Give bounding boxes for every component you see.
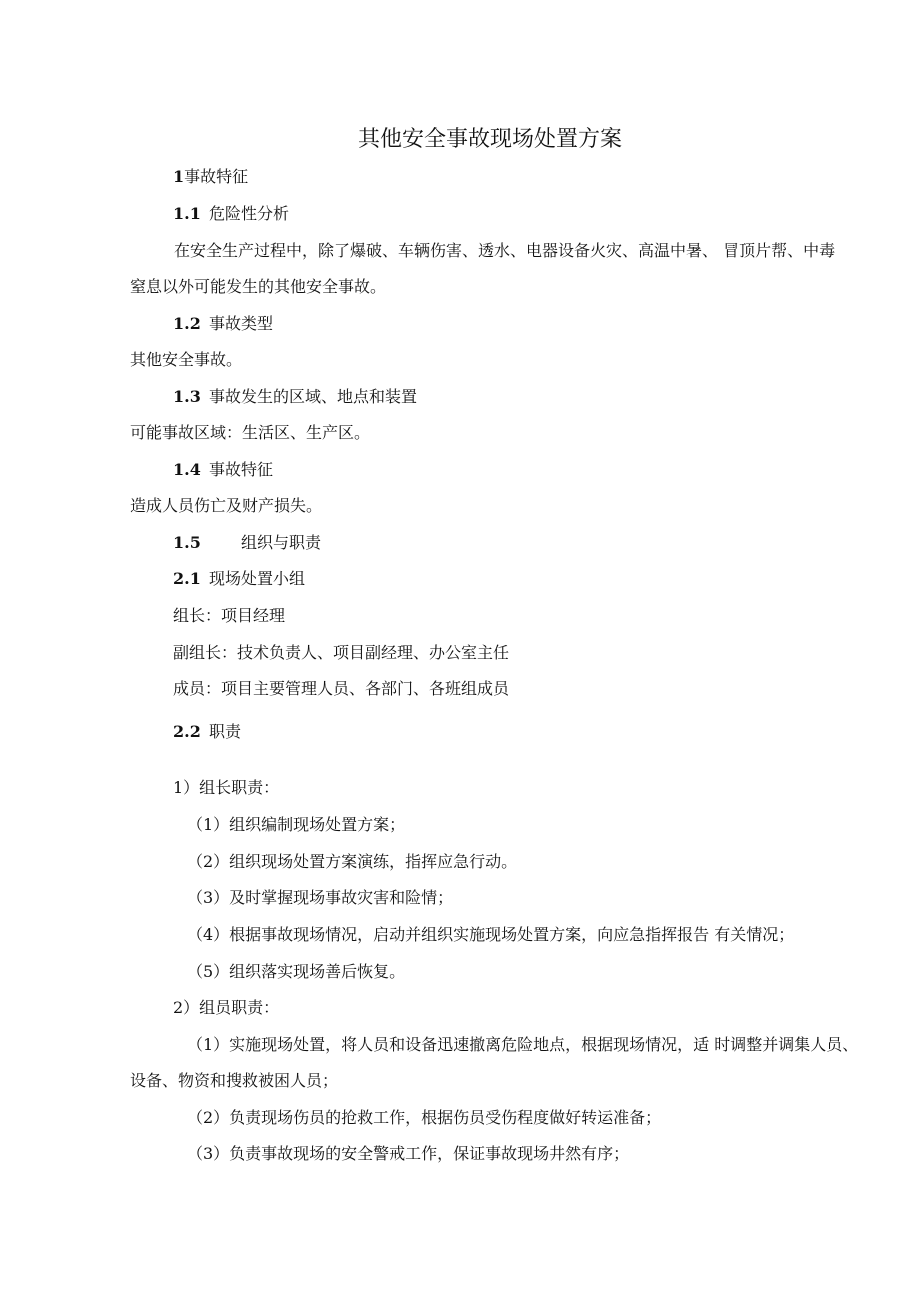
paragraph-line: 2）组员职责： <box>173 998 280 1017</box>
heading-number: 1.5 <box>173 533 201 552</box>
heading-1-5 <box>173 533 321 553</box>
heading-number: 1.2 <box>173 314 201 333</box>
heading-1-4 <box>173 460 273 480</box>
heading-1-2 <box>173 314 273 334</box>
paragraph-line: 造成人员伤亡及财产损失。 <box>130 496 323 515</box>
heading-text: 事故发生的区域、地点和装置 <box>209 387 418 406</box>
paragraph-line: （5）组织落实现场善后恢复。 <box>187 962 406 981</box>
heading-1-3 <box>173 387 417 407</box>
heading-number: 1.1 <box>173 204 201 223</box>
paragraph-line: 可能事故区域：生活区、生产区。 <box>130 423 371 442</box>
heading-text: 职责 <box>209 722 242 741</box>
paragraph-line: （4）根据事故现场情况，启动并组织实施现场处置方案，向应急指挥报告 有关情况； <box>187 925 795 944</box>
paragraph-line: （2）组织现场处置方案演练，指挥应急行动。 <box>187 852 518 871</box>
heading-number: 2.2 <box>173 722 201 741</box>
paragraph-line: （1）组织编制现场处置方案； <box>187 815 406 834</box>
heading-text: 危险性分析 <box>209 204 290 223</box>
paragraph-line: （1）实施现场处置，将人员和设备迅速撤离危险地点，根据现场情况，适 时调整并调集人员、 <box>187 1035 859 1054</box>
paragraph-line: 设备、物资和搜救被困人员； <box>130 1071 339 1090</box>
heading-text: 事故类型 <box>209 314 274 333</box>
paragraph-line: （3）负责事故现场的安全警戒工作，保证事故现场井然有序； <box>187 1144 630 1163</box>
heading-1 <box>173 167 248 187</box>
heading-2-1 <box>173 569 305 589</box>
heading-number: 1.4 <box>173 460 201 479</box>
document-title: 其他安全事故现场处置方案 <box>358 127 623 152</box>
paragraph-line: 其他安全事故。 <box>130 350 243 369</box>
paragraph-line: 窒息以外可能发生的其他安全事故。 <box>130 277 387 296</box>
heading-number: 1.3 <box>173 387 201 406</box>
heading-text: 组织与职责 <box>241 533 322 552</box>
paragraph-line: （3）及时掌握现场事故灾害和险情； <box>187 888 454 907</box>
heading-1-1 <box>173 204 289 224</box>
heading-text: 事故特征 <box>184 167 249 186</box>
paragraph-line: 组长：项目经理 <box>173 606 286 625</box>
paragraph-line: 成员：项目主要管理人员、各部门、各班组成员 <box>173 679 510 698</box>
paragraph-line: （2）负责现场伤员的抢救工作，根据伤员受伤程度做好转运准备； <box>187 1108 662 1127</box>
heading-number: 2.1 <box>173 569 201 588</box>
heading-number: 1 <box>173 167 185 186</box>
paragraph-line: 1）组长职责： <box>173 778 280 797</box>
heading-text: 现场处置小组 <box>209 569 306 588</box>
heading-2-2 <box>173 722 241 742</box>
paragraph-line: 在安全生产过程中，除了爆破、车辆伤害、透水、电器设备火灾、高温中暑、 冒顶片帮、中毒 <box>174 241 836 260</box>
paragraph-line: 副组长：技术负责人、项目副经理、办公室主任 <box>173 643 510 662</box>
heading-text: 事故特征 <box>209 460 274 479</box>
